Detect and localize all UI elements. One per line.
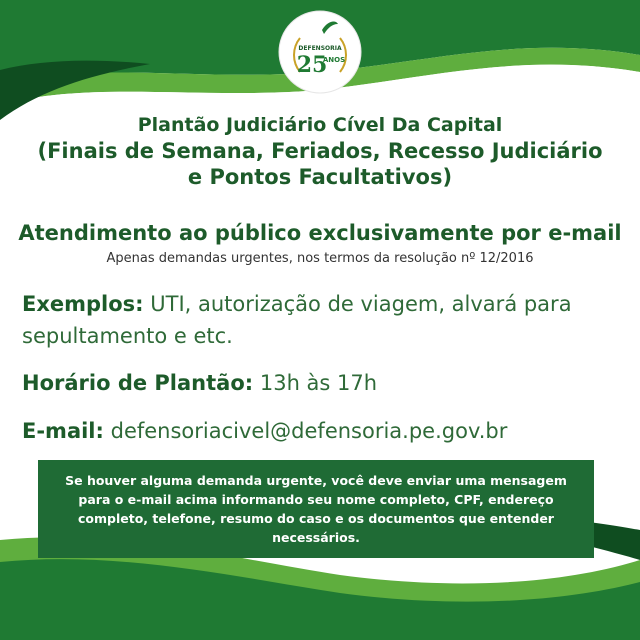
email-row xyxy=(22,415,622,447)
defensoria-25-anos-logo xyxy=(278,10,362,94)
service-note: Apenas demandas urgentes, nos termos da resolução nº 12/2016 xyxy=(106,251,534,266)
logo-number: 25 xyxy=(296,52,328,78)
schedule-label: Horário de Plantão: xyxy=(22,371,254,395)
email-address[interactable]: defensoriacivel@defensoria.pe.gov.br xyxy=(110,419,508,443)
urgent-notice-text: Se houver alguma demanda urgente, você deve enviar uma mensagem para o e-mail acima informando seu nome completo, CPF, endereço completo, telefone, resumo do caso e os documentos que entender necessários. xyxy=(65,473,567,545)
logo-word: ANOS xyxy=(322,56,346,64)
schedule-row xyxy=(22,367,622,399)
title-line-2: (Finais de Semana, Feriados, Recesso Judiciário xyxy=(37,139,603,163)
email-label: E-mail: xyxy=(22,419,104,443)
title-line-3: e Pontos Facultativos) xyxy=(187,165,453,189)
examples-label: Exemplos: xyxy=(22,292,144,316)
urgent-notice-box xyxy=(38,460,594,558)
examples-text: UTI, autorização de viagem, alvará para sepultamento e etc. xyxy=(22,292,572,348)
title-line-1: Plantão Judiciário Cível Da Capital xyxy=(137,114,503,136)
examples-row xyxy=(22,288,622,352)
logo-line1: DEFENSORIA xyxy=(298,45,342,52)
service-heading: Atendimento ao público exclusivamente por e-mail xyxy=(18,221,622,245)
schedule-text: 13h às 17h xyxy=(259,371,378,395)
